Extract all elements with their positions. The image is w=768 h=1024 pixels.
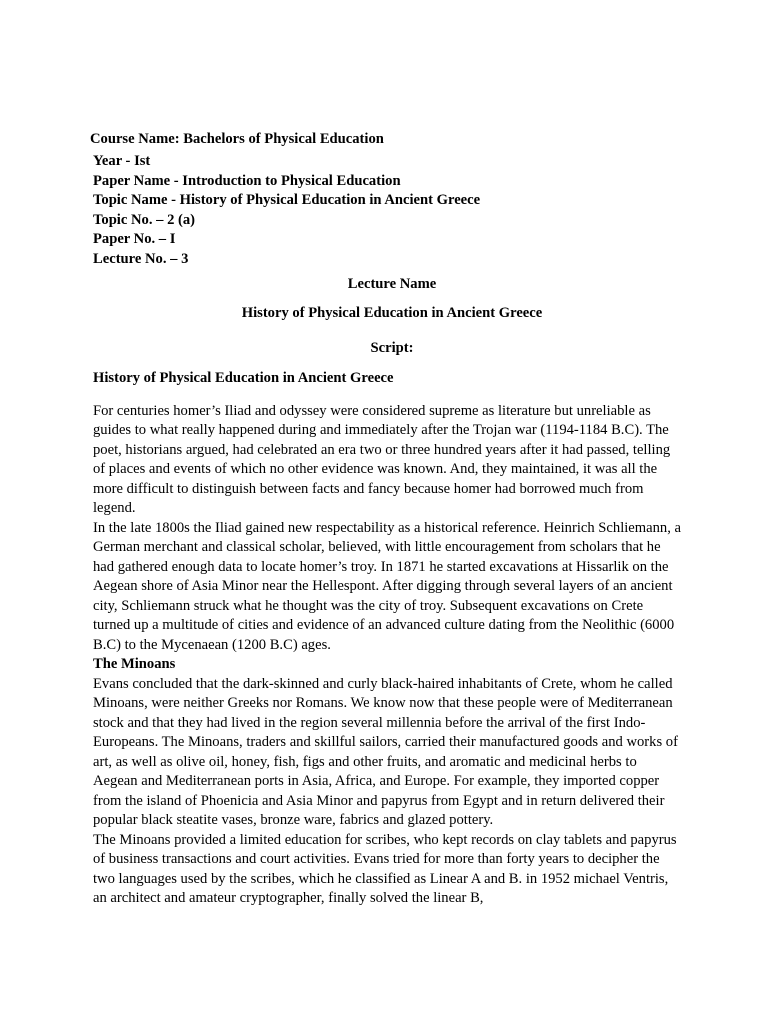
lecture-title: History of Physical Education in Ancient Greece xyxy=(241,305,543,321)
year-line: Year - Ist xyxy=(93,153,151,169)
script-body xyxy=(93,369,683,909)
paper-name-line: Paper Name - Introduction to Physical Education xyxy=(93,172,401,189)
spacer xyxy=(93,389,683,402)
lecture-name-heading: Lecture Name xyxy=(347,276,437,292)
topic-number-line: Topic No. – 2 (a) xyxy=(93,211,196,228)
minoans-heading: The Minoans xyxy=(93,656,176,672)
topic-name-line: Topic Name - History of Physical Education in Ancient Greece xyxy=(93,192,481,209)
section-heading: History of Physical Education in Ancient Greece xyxy=(93,370,394,386)
paragraph: For centuries homer’s Iliad and odyssey were considered supreme as literature but unreliable as guides to what really happened during and immediately after the Trojan war (1194-1184 B.C). The poet, historians argued, had celebrated an era two or three hundred years after it had passed, telling of places and events of which no other evidence was known. And, they maintained, it was all the more difficult to distinguish between facts and fancy because homer had borrowed much from legend. xyxy=(93,402,671,516)
course-name: Course Name: Bachelors of Physical Education xyxy=(90,131,384,147)
paragraph: The Minoans provided a limited education for scribes, who kept records on clay tablets and papyrus of business transactions and court activities. Evans tried for more than forty years to decipher the two languages used by the scribes, which he classified as Linear A and B. in 1952 michael Ventris, an architect and amateur cryptographer, finally solved the linear B, xyxy=(93,831,677,906)
script-label: Script: xyxy=(370,340,414,356)
paragraph: Evans concluded that the dark-skinned and curly black-haired inhabitants of Crete, whom he called Minoans, were neither Greeks nor Romans. We know now that these people were of Mediterranean stock and that they had lived in the region several millennia before the arrival of the first Indo-Europeans. The Minoans, traders and skillful sailors, carried their manufactured goods and works of art, as well as olive oil, honey, fish, figs and other fruits, and aromatic and medicinal herbs to Aegean and Mediterranean ports in Asia, Africa, and Europe. For example, they imported copper from the island of Phoenicia and Asia Minor and papyrus from Egypt and in return delivered their popular black steatite vases, bronze ware, fabrics and glazed pottery. xyxy=(93,675,678,828)
lecture-number-line: Lecture No. – 3 xyxy=(93,250,189,267)
paragraph: In the late 1800s the Iliad gained new respectability as a historical reference. Heinrich Schliemann, a German merchant and classical scholar, believed, with little encouragement from scholars that he had gathered enough data to locate homer’s troy. In 1871 he started excavations at Hissarlik on the Aegean shore of Asia Minor near the Hellespont. After digging through several layers of an ancient city, Schliemann struck what he thought was the city of troy. Subsequent excavations on Crete turned up a multitude of cities and evidence of an advanced culture dating from the Neolithic (6000 B.C) to the Mycenaean (1200 B.C) ages. xyxy=(93,519,681,653)
lecture-details xyxy=(93,152,480,270)
paper-number-line: Paper No. – I xyxy=(93,231,176,248)
